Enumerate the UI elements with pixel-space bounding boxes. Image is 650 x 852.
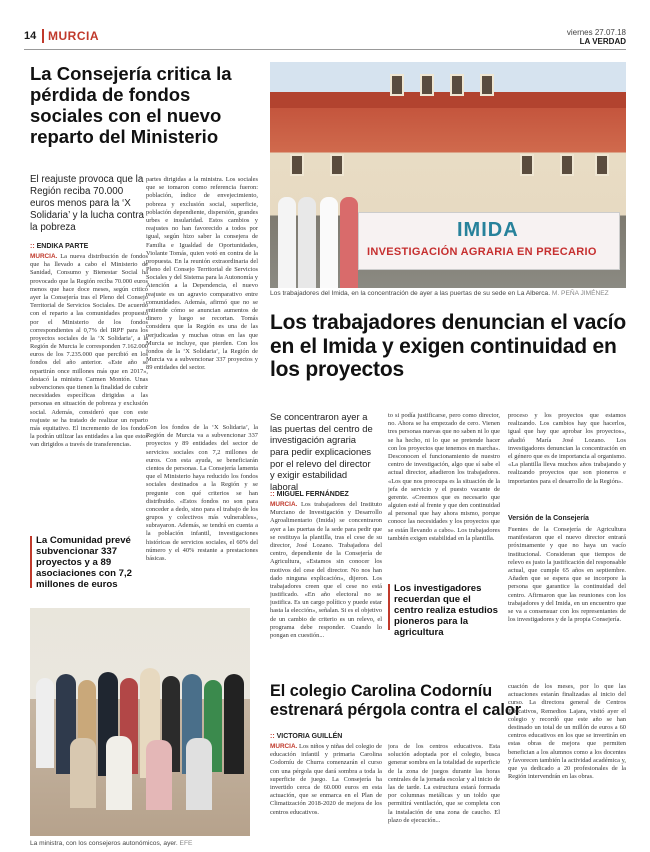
building-window — [420, 74, 434, 96]
imida-photo-caption: Los trabajadores del Imida, en la concentración de ayer a las puertas de su sede en La Alberca. M. PEÑA JIMÉNEZ — [270, 290, 609, 297]
article1-subhead-rule — [30, 536, 32, 588]
header-rule — [24, 49, 626, 50]
article2-byline: :: MIGUEL FERNÁNDEZ — [270, 491, 349, 498]
building-window — [480, 74, 494, 96]
article2-subhead-rule — [388, 584, 390, 630]
protester-figure — [320, 197, 338, 288]
article2-column-3: proceso y los proyectos que estamos realizando. Los cambios hay que hacerlos, igual que hay que aprobar los proyectos», añadió María José Lozano. Los investigadores denuncian la concentración en el género que es de importancia al organismo. «La plantilla lleva muchos años trabajando y realizando proyectos que son pioneros e importantes para el desarrollo de la Región». — [508, 412, 626, 485]
ministry-photo-caption: La ministra, con los consejeros autonómicos, ayer. EFE — [30, 840, 193, 847]
building-window — [450, 74, 464, 96]
article3-column-2: jora de los centros educativos. Esta solución adoptada por el colegio, busca generar sombra en la totalidad de superficie de la zona de juegos durante las horas centrales de la jornada escolar y al inicio de las de tarde. La estructura estará formada por columnas metálicas y un toldo que permitirá ventilación, que se completa con la instalación de una zona de caucho. El plazo de ejecución... — [388, 743, 500, 824]
person-figure — [70, 738, 96, 808]
page-number: 14 — [24, 30, 37, 42]
building-window — [330, 154, 344, 176]
imida-protest-photo — [270, 62, 626, 288]
article2-location: MURCIA. — [270, 501, 298, 508]
protester-figure — [340, 197, 358, 288]
page-header — [24, 30, 626, 46]
article2-intertitle: Versión de la Consejería — [508, 515, 589, 522]
person-figure — [186, 738, 212, 810]
building-window — [520, 154, 534, 176]
article2-column-1: MURCIA. Los trabajadores del Instituto Murciano de Investigación y Desarrollo Agroalimentario (Imida) se concentraron ayer a las puertas de la sede para pedir que se restituya la plantilla, tras el cese de su director, José Lozano. Trabajadora del centro, dependiente de la Consejería de Agricultura, «Estamos sin conocer los motivos del cese del director. No nos han dado ninguna explicación», dijeron. Los trabajadores creen que el cese no está justificado. «En año electoral no se justifica. Es un cargo político y puede estar hasta la elección», señalan. Si es el objetivo de un cambio de criterio es un relevo, el programa debe responder. Cuando lo pongan en cuestión... — [270, 501, 382, 639]
article3-headline: El colegio Carolina Codorníu estrenará pérgola contra el calor — [270, 682, 522, 719]
article2-column-2: to si podía justificarse, pero como director, no. Ahora se ha empezado de cero. Vienen tres personas nuevas que no saben ni lo que se ha hecho, ni lo que se pretende hacer con los proyectos que tenemos en marcha». Desconocen el funcionamiento de nuestro centro de investigación, algo que sí sabe el actual director, añadieron los trabajadores. «Los que nos preocupa es la situación de la jefa de servicio y el puesto vacante de gerente. «Creemos que es necesario que alguien esté al frente y que den continuidad al personal que hay ahora mismo, porque conoce las necesidades y los proyectos que se están llevando a cabo». Los trabajadores también exigen estabilidad en la plantilla. — [388, 412, 500, 542]
person-figure — [106, 736, 132, 810]
section-label: MURCIA — [42, 29, 99, 43]
issue-date: viernes 27.07.18 — [566, 28, 626, 37]
person-figure — [224, 674, 244, 774]
building-roof — [270, 92, 626, 108]
person-figure — [146, 740, 172, 810]
building-window — [560, 154, 574, 176]
article1-column-3: Con los fondos de la ‘X Solidaria’, la Región de Murcia va a subvencionar 337 proyectos y 89 entidades del sector de servicios sociales con 7,2 millones de euros. Con esta ayuda, se beneficiarán cientos de personas. La Consejería lamenta que el Ministerio haya reducido los fondos sociales destinados a la Región y se pregunte con qué criterios se han distribuido. «Estos fondos no son para conceder a dedo, sino para el trabajo de los grupos y colectivos más vulnerables», subrayaron. Además, se tendrá en cuenta a la población infantil, investigaciones históricas de servicios sociales, el 60% del número y el 40% restante a prestaciones básicas. — [146, 424, 258, 562]
article1-byline: :: ENDIKA PARTE — [30, 243, 88, 250]
protester-figure — [298, 197, 316, 288]
article3-column-3: cuación de los meses, por lo que las actuaciones estarán finalizadas al inicio del curso. La directora general de Centros Educativos, Remedios Lajara, visitó ayer el colegio y recordó que este año se han destinado un total de un millón de euros a 60 centros educativos en los que se invertirán en estas obras de mejora que permiten benefician a los alumnos como a los docentes y favorecen también la actividad académica y, que ya dedicado a 20 profesionales de la Región intervendrán en las obras. — [508, 683, 626, 781]
article2-deck: Se concentraron ayer a las puertas del centro de investigación agraria para pedir explicaciones por el relevo del director y exigir estabilidad laboral — [270, 411, 373, 492]
article3-byline: :: VICTORIA GUILLÉN — [270, 733, 342, 740]
article1-headline: La Consejería critica la pérdida de fondos sociales con el nuevo reparto del Ministerio — [30, 63, 232, 147]
article2-headline: Los trabajadores denuncian el vacío en el Imida y exigen continuidad en los proyectos — [270, 311, 626, 382]
ministry-group-photo — [30, 608, 250, 836]
building-window — [595, 154, 609, 176]
building-window — [290, 154, 304, 176]
article1-deck: El reajuste provoca que la Región reciba 70.000 euros menos para la ‘X Solidaria’ y la lucha contra la pobreza — [30, 174, 144, 233]
article3-column-1: MURCIA. Los niños y niñas del colegio de educación infantil y primaria Carolina Codorníu de Churra comenzarán el curso con una pérgola que dará sombra a toda la superficie de juego. La Consejería ha invertido cerca de 60.000 euros en esta actuación, que se enmarca en el Plan de Climatización 2018-2020 de mejora de los centros educativos. — [270, 743, 382, 816]
protester-figure — [278, 197, 296, 288]
article2-subhead: Los investigadores recuerdan que el centro realiza estudios pioneros para la agricultura — [394, 583, 498, 639]
building-window — [390, 74, 404, 96]
imida-logo: IMIDA — [457, 219, 519, 241]
article3-location: MURCIA. — [270, 743, 298, 750]
newspaper-name: LA VERDAD — [579, 37, 626, 46]
article1-location: MURCIA. — [30, 253, 58, 260]
protest-banner — [358, 212, 620, 270]
person-figure — [36, 678, 54, 768]
article1-column-2: partes dirigidas a la ministra. Los sociales que se tomaron como referencia fueron: población, índice de envejecimiento, pobreza y exclusión social, superficie, población dependiente, dispersión, grandes urbes e insularidad. Estos cambios y reajustes no han favorecido a todos por igual, según hizo saber la consejera de Familia e Igualdad de Oportunidades, Violante Tomás, quien votó en contra de la propuesta. En la reunión extraordinaria del Pleno del Consejo Territorial de Servicios Sociales y del Sistema para la Autonomía y Atención a la Dependencia, el nuevo reajuste es un agravio comparativo entre comunidades. Además, afirmó que no se entiende cómo se anuncian aumentos de dinero y luego se recortan. Tomás considera que la Región es una de las perjudicadas y muchas otras en las que Murcia se incluye, que pierden. Con los fondos de la ‘X Solidaria’, la Región de Murcia va a subvencionar 337 proyectos y 89 entidades del sector. — [146, 176, 258, 372]
article2-column-4: Fuentes de la Consejería de Agricultura manifestaron que el nuevo director entrará próximamente y que no haya un vacío institucional. Consideran que tiempos de relevo es justo la justificación del responsable actual, que cumple 65 años en septiembre. Añaden que se espera que se incorpore la persona que garantice la continuidad del centro. Afirmaron que las reuniones con los trabajadores y del Imida, en un encuentro que se va a consensuar con los representantes de los investigadores y de la propia Consejería. — [508, 526, 626, 624]
banner-slogan: INVESTIGACIÓN AGRARIA EN PRECARIO — [367, 246, 597, 258]
article1-subhead: La Comunidad prevé subvencionar 337 proyectos y a 89 asociaciones con 7,2 millones de euros — [36, 535, 132, 591]
article1-column-1: MURCIA. La nueva distribución de fondos que ha llevado a cabo el Ministerio de Sanidad, Consumo y Bienestar Social ha provocado que la Región reciba 70.000 euros menos que hace doce meses, según criticó ayer la Consejería tras el Pleno del Consejo Territorial de Servicios Sociales. De acuerdo con el reparto a las comunidades propuesto por el Ministerio de los fondos correspondientes al 0,7% del IRPF para los proyectos sociales de la ‘X Solidaria’, a la Región de Murcia le corresponden 7.162.000 euros de los 7.235.000 que percibió en los fondos del año anterior. «Este año se repartirán once millones más que en 2017», destacó la ministra Carmen Montón. Unas subvenciones que tienen la finalidad de cubrir necesidades específicas dirigidas a las personas en situación de pobreza y exclusión social. Además, consideró que con este reajuste se ha tratado de realizar un reparto más equitativo. El incremento de los fondos la podrán utilizar las entidades a las que estos van dirigidos a través de transferencias. — [30, 253, 148, 449]
